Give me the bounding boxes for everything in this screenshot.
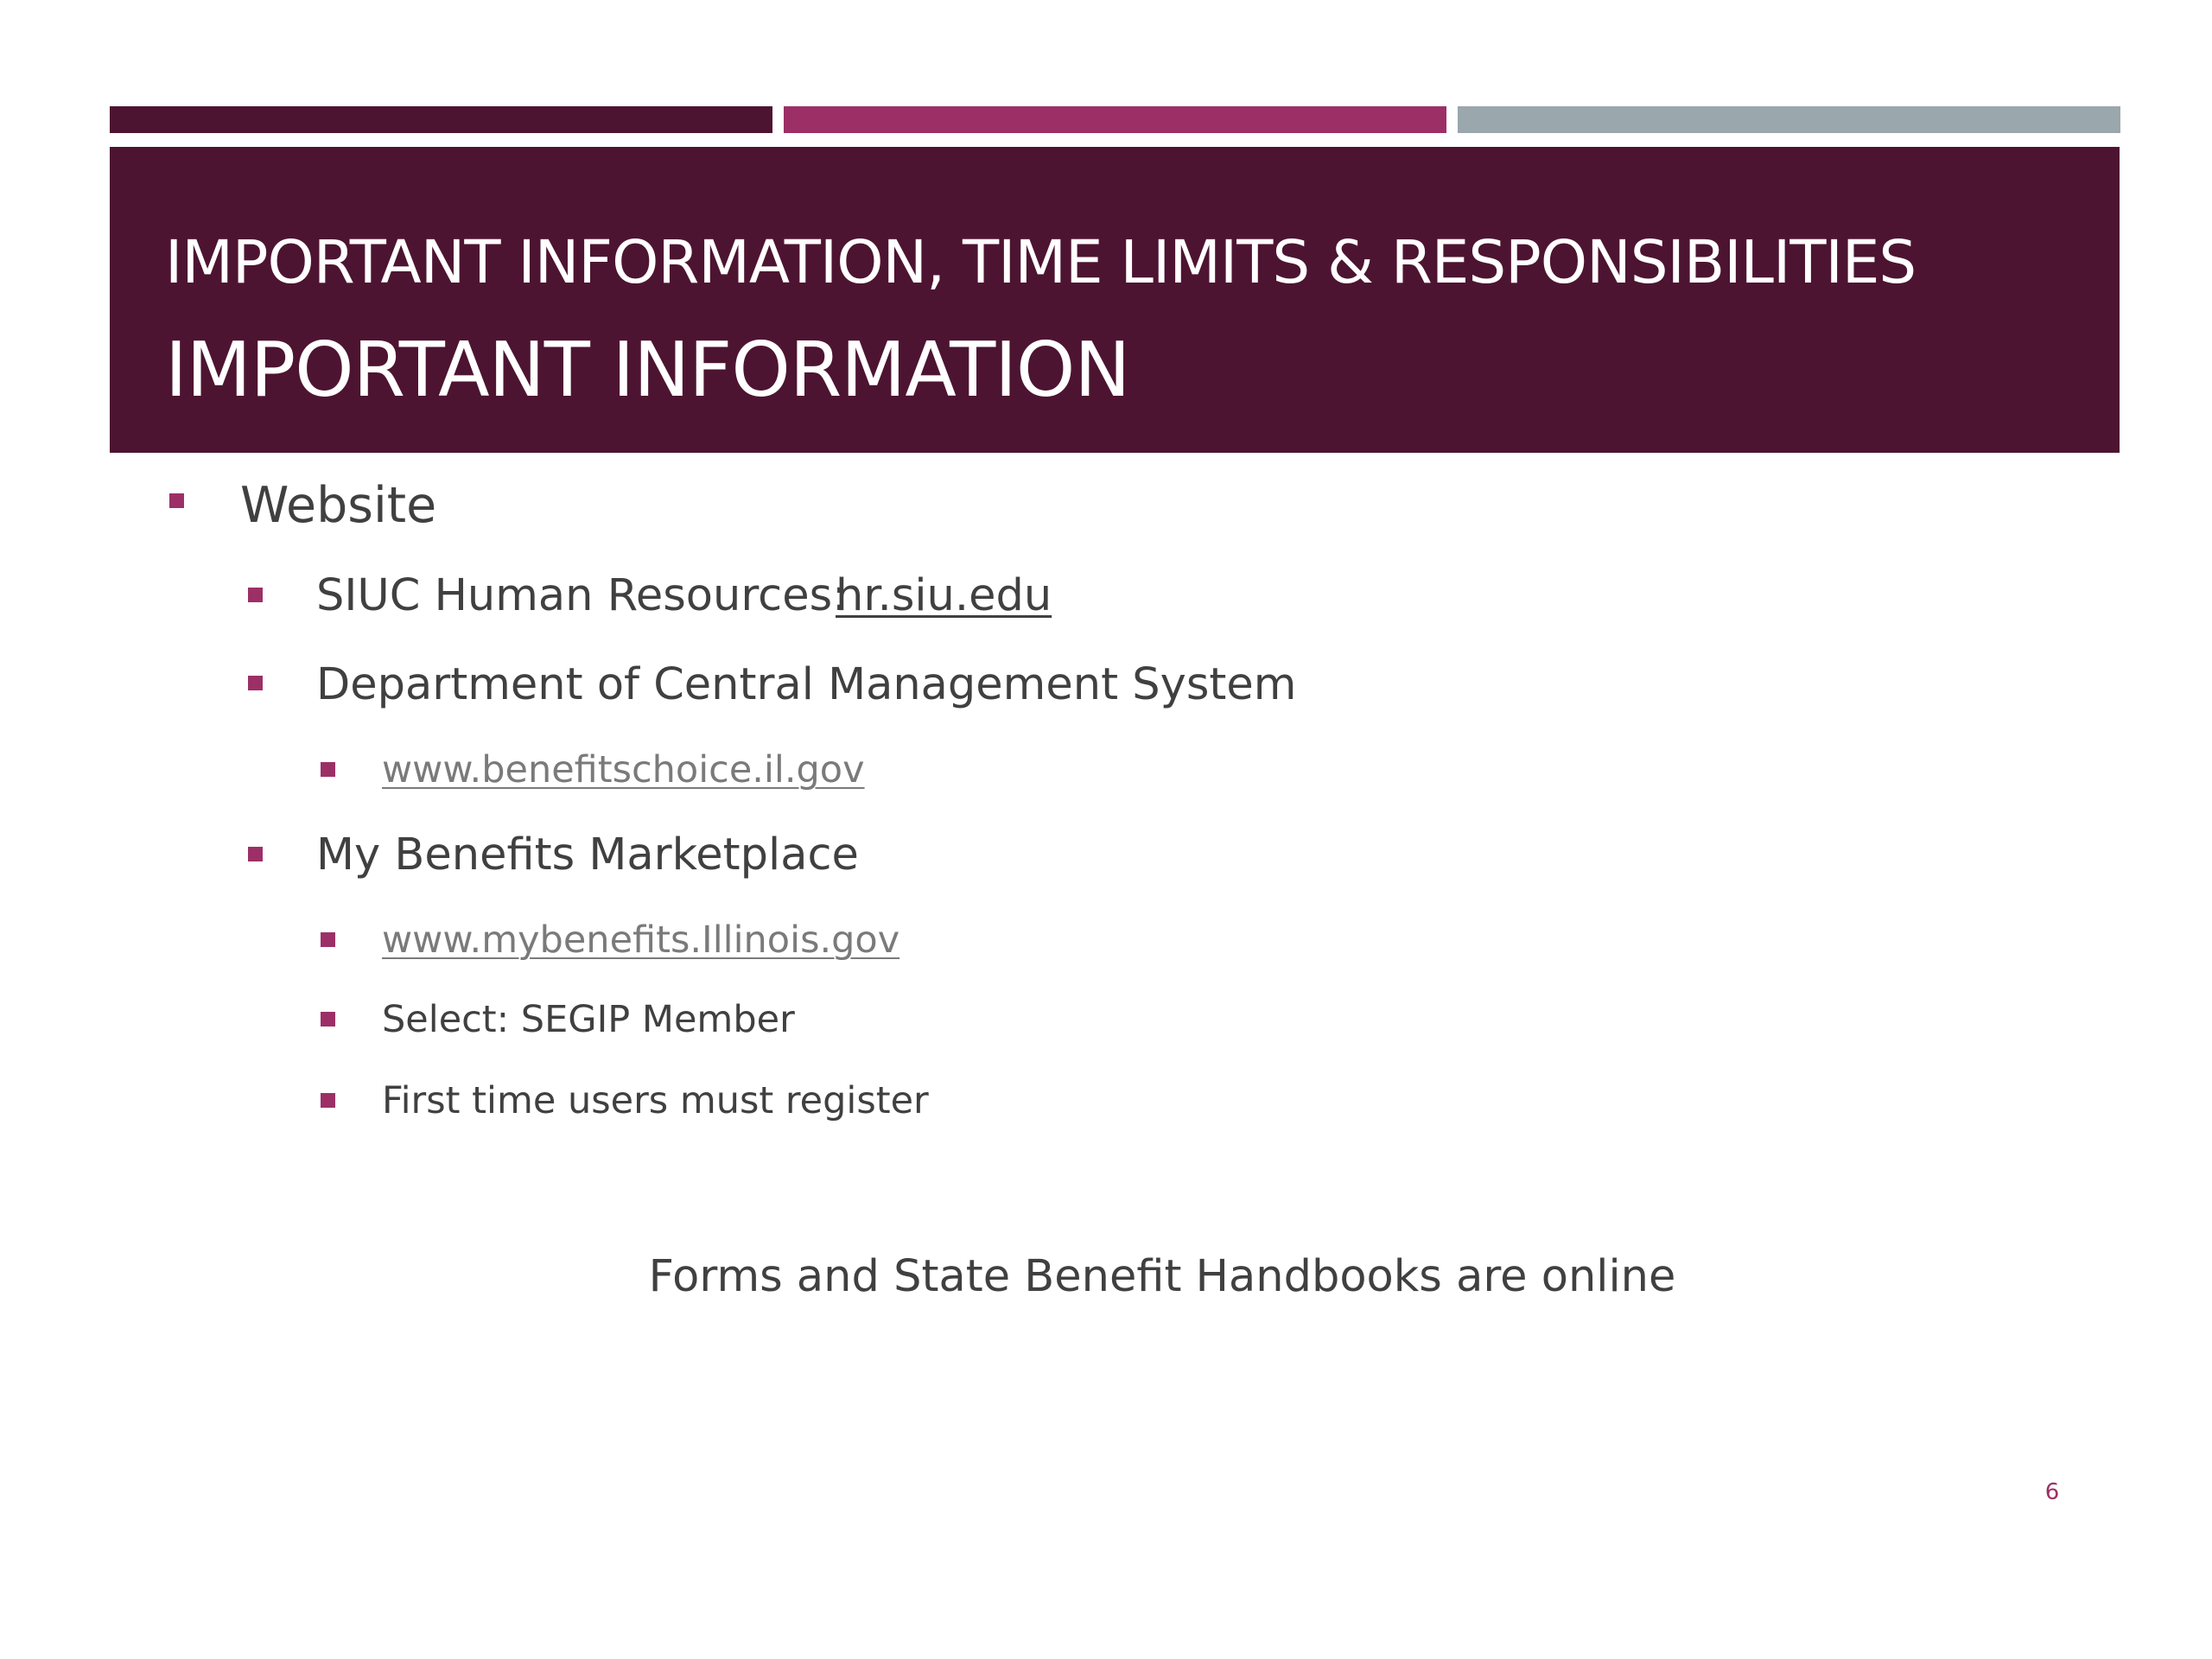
bullet-square-icon [321,1012,335,1027]
slide-subtitle: IMPORTANT INFORMATION [165,326,1130,414]
bullet-square-icon [248,847,263,861]
list-item-label: My Benefits Marketplace [316,830,859,880]
mybenefits-link[interactable]: www.mybenefits.Illinois.gov [382,918,900,962]
list-item-label: Website [240,477,437,534]
bullet-square-icon [248,588,263,602]
list-item-label: Department of Central Management System [316,659,1297,710]
accent-bar-magenta [784,106,1446,133]
bullet-square-icon [321,762,335,777]
siuc-hr-link[interactable]: hr.siu.edu [836,570,1052,621]
accent-bar-grey [1458,106,2120,133]
list-item-label: Select: SEGIP Member [382,998,795,1041]
slide-title: IMPORTANT INFORMATION, TIME LIMITS & RESPONSIBILITIES [165,228,1916,297]
accent-bar-dark [110,106,772,133]
list-item-label: SIUC Human Resources: [316,570,848,621]
bullet-square-icon [248,676,263,690]
bullet-square-icon [321,1093,335,1108]
page-number: 6 [2044,1479,2060,1505]
benefitschoice-link[interactable]: www.benefitschoice.il.gov [382,748,865,791]
bullet-square-icon [321,932,335,947]
title-band [110,147,2120,453]
list-item-label: First time users must register [382,1079,929,1122]
bullet-square-icon [169,493,184,508]
footer-note: Forms and State Benefit Handbooks are online [648,1251,1676,1302]
